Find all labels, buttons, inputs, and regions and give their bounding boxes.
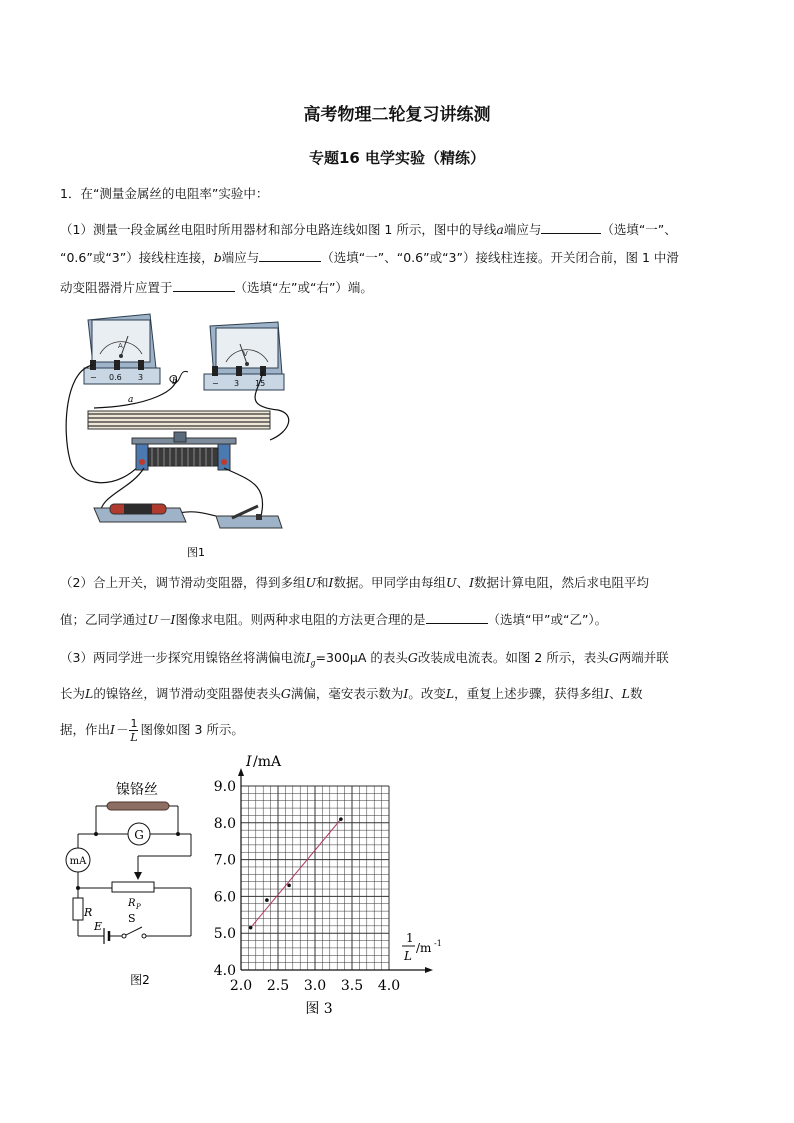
y-tick-label: 9.0 [213,779,236,795]
answer-blank-method[interactable] [426,609,488,624]
answer-blank-b[interactable] [259,247,321,262]
label-a: a [128,395,134,405]
e-label: E [94,920,103,933]
data-point [339,817,343,821]
figure-1-caption: 图1 [187,546,205,559]
resistor-r [73,898,83,920]
voltmeter-letter: V [243,350,248,358]
ammeter-letter: A [118,342,123,350]
x-tick-label: 3.0 [303,978,327,994]
part1-line1: （1）测量一段金属丝电阻时所用器材和部分电路连线如图 1 所示，图中的导线a端应与 （选填“一”、 [60,212,738,248]
part1-line3: 动变阻器滑片应置于 （选填“左”或“右”）端。 [60,270,738,306]
part1-line2: “0.6”或“3”）接线柱连接，b端应与 （选填“一”、“0.6”或“3”）接线柱连接。开关闭合前，图 1 中滑 [60,240,738,276]
x-axis-arrow [425,967,433,973]
data-point [249,926,253,930]
page-subtitle: 专题16 电学实验（精练） [308,149,486,167]
figure-1-circuit [60,310,300,559]
figure-3-caption: 图 3 [305,1001,333,1017]
chart-grid [241,786,389,970]
rp-label: R [128,898,136,909]
data-point [265,898,269,902]
ammeter-terminal-0.6: 0.6 [109,373,122,382]
r-label: R [84,906,93,919]
chart-marks [249,817,343,929]
voltmeter-terminal-15: 15 [255,379,266,388]
y-tick-label: 4.0 [213,963,236,979]
x-tick-label: 2.5 [266,978,290,994]
rheostat-rp [112,882,154,892]
fraction-1-over-L: $\frac{1}{L}$ [130,717,138,744]
x-axis-label-exp: -1 [434,939,442,948]
rp-label-sub: P [136,903,141,911]
ammeter [84,314,160,384]
milliammeter-label: mA [69,856,87,867]
answer-blank-slider[interactable] [173,277,235,292]
s-label: S [128,912,136,925]
x-axis-label-den: L [404,949,412,963]
label-b: b [172,377,178,387]
galvanometer-label: G [134,828,144,842]
y-axis-arrow [238,768,244,776]
figure-2-circuit [60,770,210,1000]
fit-line [251,819,341,928]
y-axis-label-I: I [246,754,252,770]
chart-tick-labels [214,779,400,994]
x-tick-label: 2.0 [229,978,253,994]
metal-wire-sample [88,411,270,429]
x-axis-label-unit: /m [416,941,432,955]
part2-line2: 值；乙同学通过U－I图像求电阻。则两种求电阻的方法更合理的是 （选填“甲”或“乙”）。 [60,602,738,638]
answer-blank-a[interactable] [541,219,601,234]
switch [216,506,282,528]
x-tick-label: 4.0 [377,978,401,994]
question-stem: 1．在“测量金属丝的电阻率”实验中： [60,186,269,201]
y-tick-label: 5.0 [213,926,236,943]
data-point [287,884,291,888]
page-title: 高考物理二轮复习讲练测 [303,105,491,125]
nichrome-wire [107,802,169,810]
voltmeter-minus: − [212,379,219,388]
y-tick-label: 6.0 [213,889,236,906]
y-tick-label: 7.0 [213,852,236,869]
figure-3-chart [196,748,456,1023]
x-axis-label-num: 1 [406,931,414,945]
ammeter-minus: − [90,373,97,382]
ammeter-terminal-3: 3 [138,373,144,382]
battery [94,504,186,522]
x-tick-label: 3.5 [340,978,364,994]
voltmeter-terminal-3: 3 [234,379,240,388]
part3-line1: （3）两同学进一步探究用镍铬丝将满偏电流$I_g=300\mu A$ 的表头G改装成电流表。如图 2 所示，表头G两端并联 [60,650,669,668]
y-axis-label-unit: /mA [253,754,282,770]
nichrome-wire-label: 镍铬丝 [116,782,158,798]
part3-line2: 长为L的镍铬丝，调节滑动变阻器使表头G满偏，毫安表示数为I。改变L，重复上述步骤，获得多组I、L数 [60,686,643,701]
figure-2-caption: 图2 [130,973,150,987]
y-tick-label: 8.0 [213,815,236,832]
voltmeter [204,322,284,390]
chart-axes [238,768,433,973]
sliding-rheostat [132,432,236,470]
part3-line3: 据，作出I－ $\frac{1}{L}$ 图像如图 3 所示。 [60,717,244,744]
part2-line1: （2）合上开关，调节滑动变阻器，得到多组U和I数据。甲同学由每组U、I数据计算电阻，然后求电阻平均 [60,575,650,590]
